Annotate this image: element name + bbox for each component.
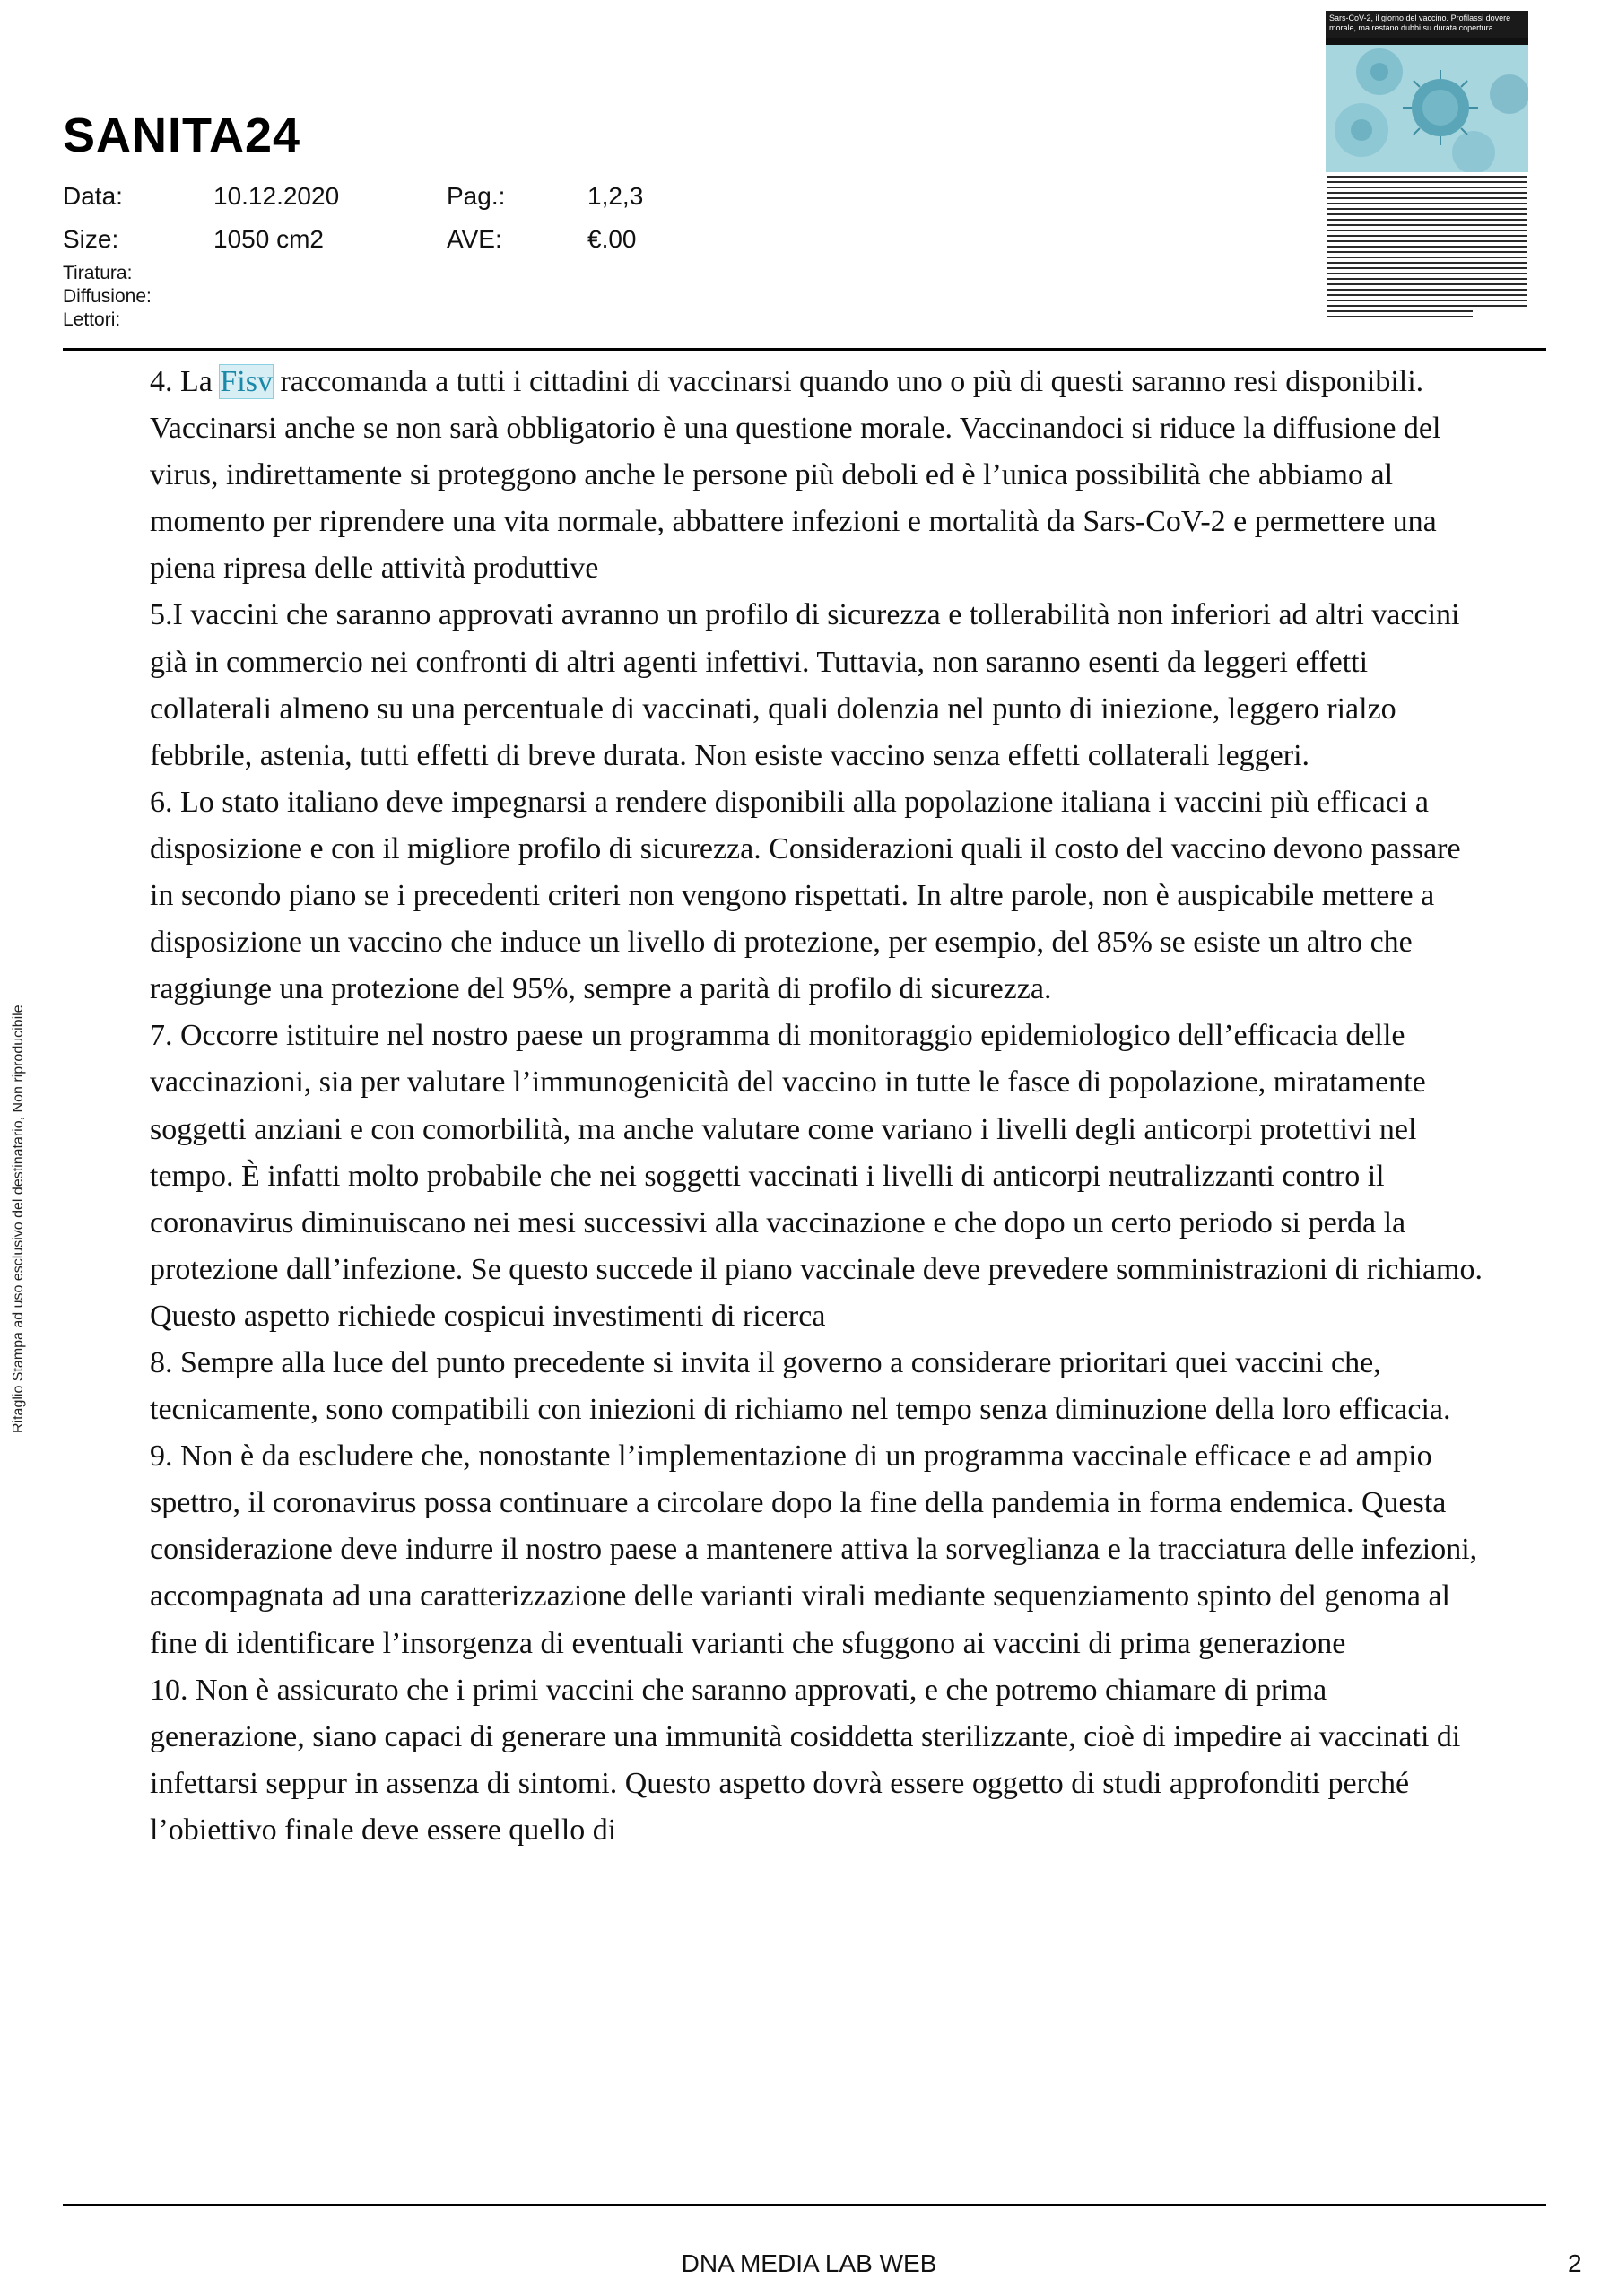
paragraph-4-text: raccomanda a tutti i cittadini di vaccinarsi quando uno o più di questi saranno resi disponibili. Vaccinarsi anche se non sarà obbligatorio è una questione morale. Vaccinandoci si riduce la diffusione del virus, indirettamente si proteggono anche le persone più deboli ed è l’unica possibilità che abbiamo al momento per riprendere una vita normale, abbattere infezioni e mortalità da Sars-CoV-2 e permettere una piena ripresa delle attività produttive xyxy=(150,365,1441,586)
footer-source-label: DNA MEDIA LAB WEB xyxy=(681,2249,937,2277)
paragraph-4-prefix: 4. La xyxy=(150,365,221,398)
coronavirus-image xyxy=(1326,45,1528,172)
page-number: 2 xyxy=(1568,2249,1582,2277)
meta-label-size: Size: xyxy=(63,225,119,253)
meta-value-page: 1,2,3 xyxy=(587,182,644,210)
meta-value-date: 10.12.2020 xyxy=(213,182,340,210)
thumbnail-band xyxy=(1326,38,1528,45)
paragraph-4 xyxy=(150,359,1486,592)
circulation-labels xyxy=(63,262,152,332)
paragraph-7: 7. Occorre istituire nel nostro paese un programma di monitoraggio epidemiologico dell’efficacia delle vaccinazioni, sia per valutare l’immunogenicità del vaccino in tutte le fasce di popolazione, miratamente soggetti anziani e con comorbilità, ma anche valutare come variano i livelli degli anticorpi protettivi nel tempo. È infatti molto probabile che nei soggetti vaccinati i livelli di anticorpi neutralizzanti contro il coronavirus diminuiscano nei mesi successivi alla vaccinazione e che dopo un certo periodo si perda la protezione dall’infezione. Se questo succede il piano vaccinale deve prevedere somministrazioni di richiamo. Questo aspetto richiede cospicui investimenti di ricerca xyxy=(150,1019,1483,1333)
thumbnail-headline: Sars-CoV-2, il giorno del vaccino. Profilassi dovere morale, ma restano dubbi su durata copertura xyxy=(1326,11,1528,38)
footer-divider xyxy=(63,2204,1546,2206)
paragraph-8: 8. Sempre alla luce del punto precedente si invita il governo a considerare prioritari quei vaccini che, tecnicamente, sono compatibili con iniezioni di richiamo nel tempo senza diminuzione della loro efficacia. xyxy=(150,1345,1451,1427)
article-thumbnail xyxy=(1326,11,1528,323)
paragraph-10: 10. Non è assicurato che i primi vaccini che saranno approvati, e che potremo chiamare di prima generazione, siano capaci di generare una immunità cosiddetta sterilizzante, cioè di impedire ai vaccinati di infettarsi seppur in assenza di sintomi. Questo aspetto dovrà essere oggetto di studi approfonditi perché l’obiettivo finale deve essere quello di xyxy=(150,1673,1461,1847)
header-divider xyxy=(63,348,1546,351)
meta-value-size: 1050 cm2 xyxy=(213,225,324,253)
highlighted-term-fisv: Fisv xyxy=(220,365,273,398)
label-lettori: Lettori: xyxy=(63,309,121,330)
copyright-side-note: Ritaglio Stampa ad uso esclusivo del destinatario, Non riproducibile xyxy=(11,1004,26,1433)
meta-value-ave: €.00 xyxy=(587,225,637,253)
article-body xyxy=(150,359,1486,1854)
label-diffusione: Diffusione: xyxy=(63,286,152,307)
paragraph-5: 5.I vaccini che saranno approvati avranno un profilo di sicurezza e tollerabilità non inferiori ad altri vaccini già in commercio nei confronti di altri agenti infettivi. Tuttavia, non saranno esenti da leggeri effetti collaterali almeno su una percentuale di vaccinati, quali dolenzia nel punto di iniezione, leggero rialzo febbrile, astenia, tutti effetti di breve durata. Non esiste vaccino senza effetti collaterali leggeri. xyxy=(150,598,1460,772)
label-tiratura: Tiratura: xyxy=(63,263,133,283)
meta-label-page: Pag.: xyxy=(447,182,506,210)
meta-label-date: Data: xyxy=(63,182,123,210)
paragraph-6: 6. Lo stato italiano deve impegnarsi a rendere disponibili alla popolazione italiana i vaccini più efficaci a disposizione e con il migliore profilo di sicurezza. Considerazioni quali il costo del vaccino devono passare in secondo piano se i precedenti criteri non vengono rispettati. In altre parole, non è auspicabile mettere a disposizione un vaccino che induce un livello di protezione, per esempio, del 85% se esiste un altro che raggiunge una protezione del 95%, sempre a parità di profilo di sicurezza. xyxy=(150,785,1461,1006)
paragraph-9: 9. Non è da escludere che, nonostante l’implementazione di un programma vaccinale efficace e ad ampio spettro, il coronavirus possa continuare a circolare dopo la fine della pandemia in forma endemica. Questa considerazione deve indurre il nostro paese a mantenere attiva la sorveglianza e la tracciatura delle infezioni, accompagnata ad una caratterizzazione delle varianti virali mediante sequenziamento spinto del genoma al fine di identificare l’insorgenza di eventuali varianti che sfuggono ai vaccini di prima generazione xyxy=(150,1439,1478,1660)
meta-label-ave: AVE: xyxy=(447,225,502,253)
publication-title: SANITA24 xyxy=(63,109,301,162)
thumbnail-article-text xyxy=(1327,176,1527,319)
